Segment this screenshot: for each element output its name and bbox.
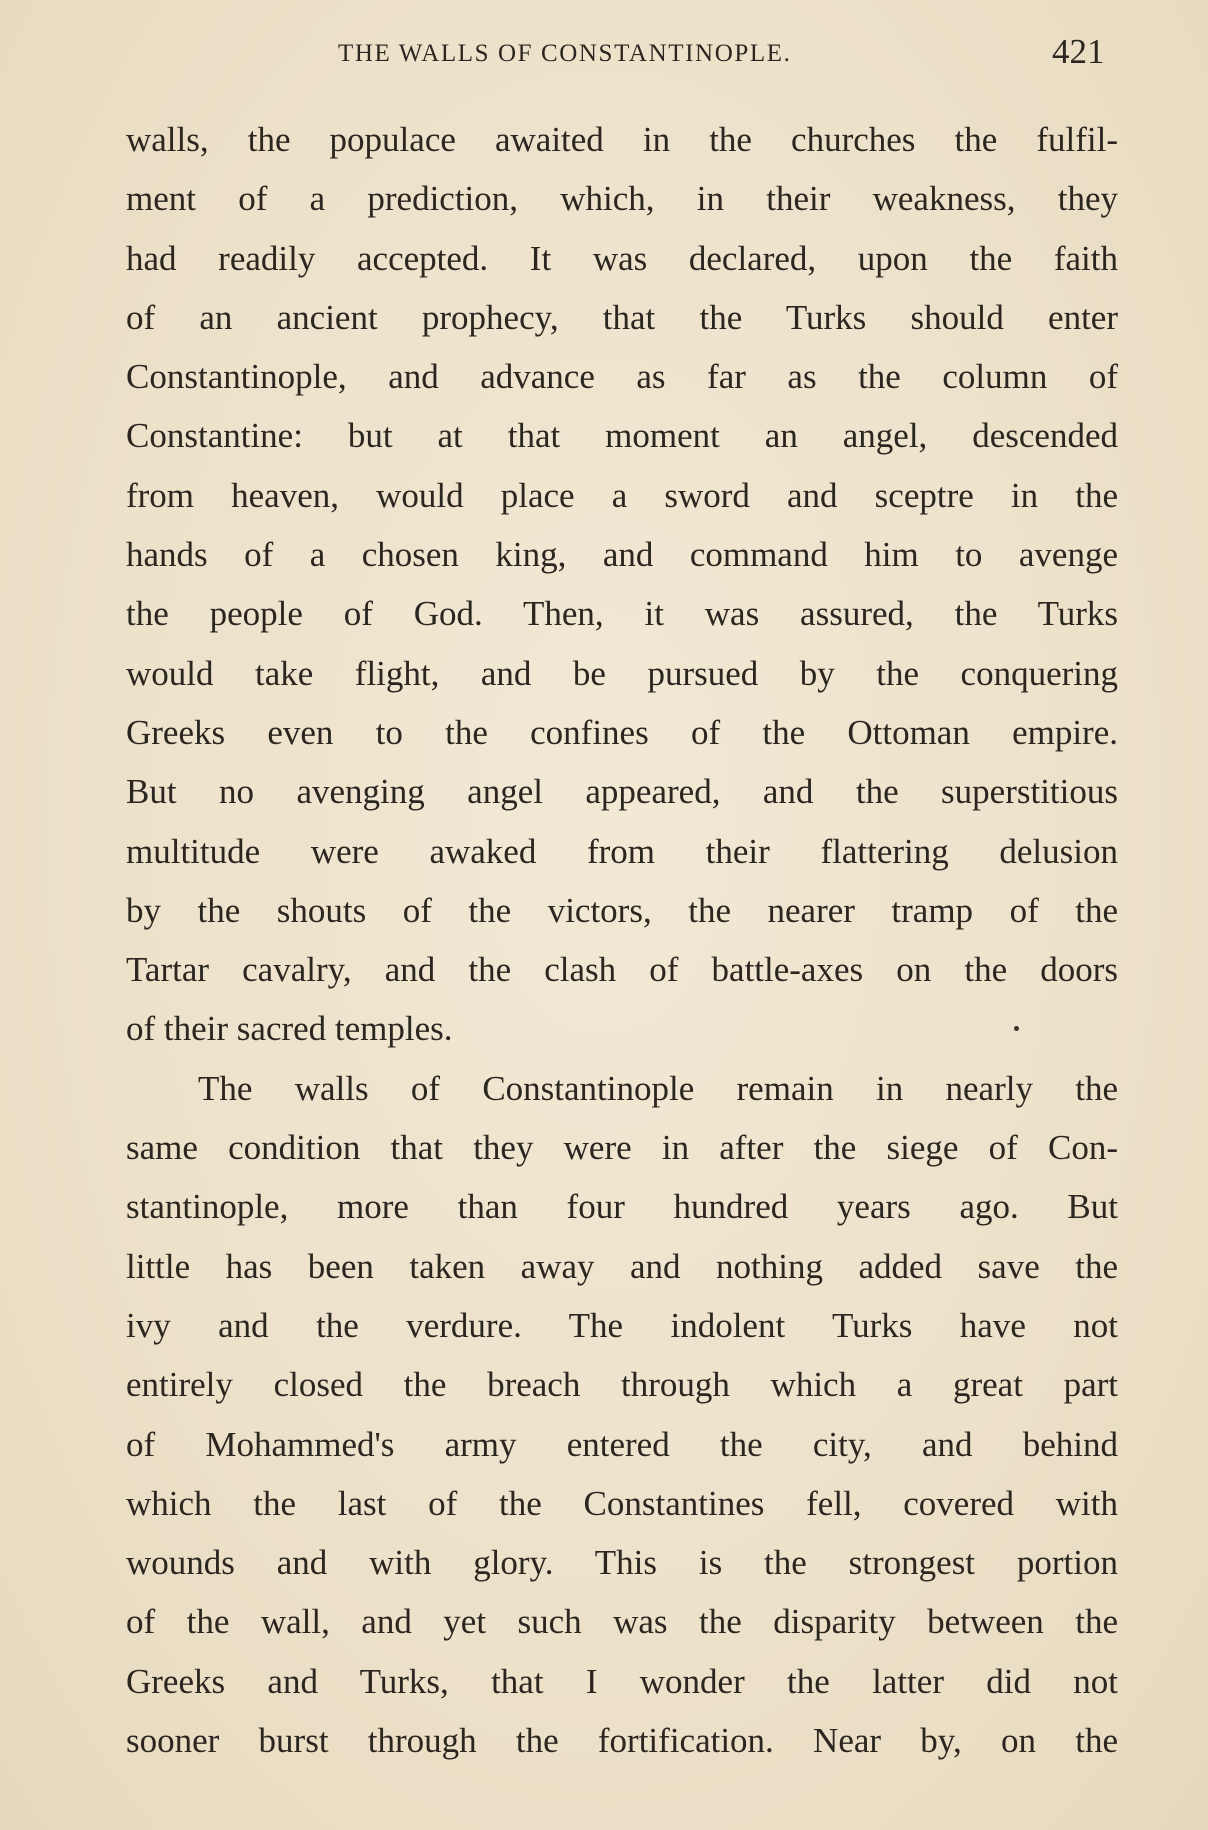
text-line: of their sacred temples. [126, 1009, 453, 1049]
text-line: of the wall, and yet such was the disparity between the [126, 1602, 1118, 1642]
body-text [126, 110, 1118, 1770]
page-number: 421 [1052, 32, 1105, 71]
text-line: But no avenging angel appeared, and the superstitious [126, 772, 1118, 812]
text-line: same condition that they were in after the siege of Con- [126, 1128, 1118, 1168]
text-line: Constantine: but at that moment an angel, descended [126, 416, 1118, 456]
text-line: stantinople, more than four hundred years ago. But [126, 1187, 1118, 1227]
text-line: the people of God. Then, it was assured, the Turks [126, 594, 1118, 634]
text-line: would take flight, and be pursued by the conquering [126, 653, 1118, 693]
text-line: of an ancient prophecy, that the Turks should enter [126, 297, 1118, 337]
text-line: little has been taken away and nothing added save the [126, 1246, 1118, 1286]
text-line: which the last of the Constantines fell, covered with [126, 1483, 1118, 1523]
text-line: entirely closed the breach through which a great part [126, 1365, 1118, 1405]
text-line: Tartar cavalry, and the clash of battle-axes on the doors [126, 950, 1118, 990]
text-line: sooner burst through the fortification. Near by, on the [126, 1721, 1118, 1761]
text-line: had readily accepted. It was declared, upon the faith [126, 238, 1118, 278]
running-head [0, 32, 1208, 72]
text-line: from heaven, would place a sword and sceptre in the [126, 475, 1118, 515]
text-line: hands of a chosen king, and command him to avenge [126, 535, 1118, 575]
text-line: walls, the populace awaited in the churches the fulfil- [126, 120, 1118, 159]
text-line: of Mohammed's army entered the city, and behind [126, 1424, 1118, 1464]
text-line: Greeks and Turks, that I wonder the latter did not [126, 1661, 1118, 1701]
ink-speck [1014, 1026, 1019, 1031]
text-line: by the shouts of the victors, the nearer tramp of the [126, 890, 1118, 930]
text-line: multitude were awaked from their flattering delusion [126, 831, 1118, 871]
text-line: Constantinople, and advance as far as the column of [126, 357, 1118, 397]
text-line: Greeks even to the confines of the Ottoman empire. [126, 712, 1118, 752]
text-line: ivy and the verdure. The indolent Turks have not [126, 1305, 1118, 1345]
text-line: ment of a prediction, which, in their weakness, they [126, 179, 1118, 219]
running-title: THE WALLS OF CONSTANTINOPLE. [338, 40, 792, 67]
text-line: wounds and with glory. This is the strongest portion [126, 1543, 1118, 1583]
text-line: The walls of Constantinople remain in nearly the [198, 1068, 1118, 1108]
